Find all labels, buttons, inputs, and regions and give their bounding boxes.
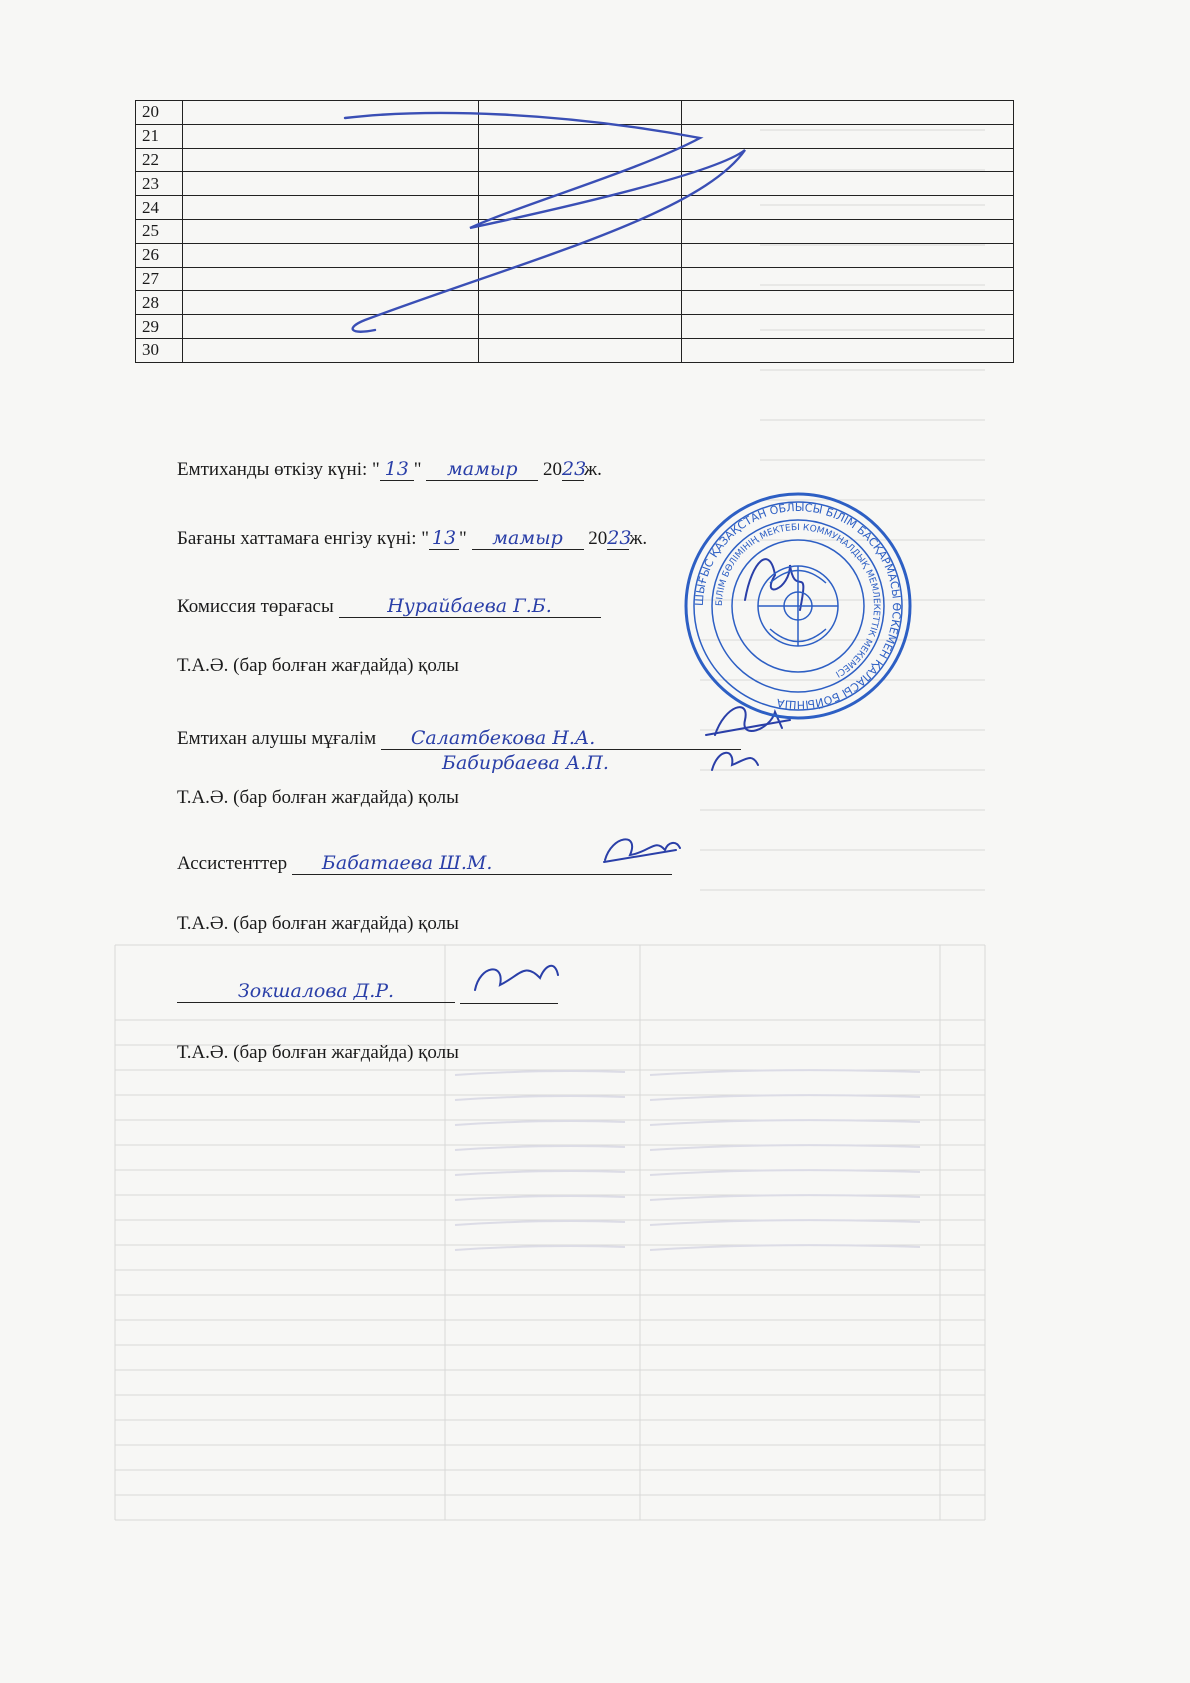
table-row bbox=[136, 196, 1014, 220]
empty-cell bbox=[479, 172, 682, 196]
empty-cell bbox=[682, 148, 1014, 172]
empty-cell bbox=[479, 291, 682, 315]
empty-cell bbox=[682, 267, 1014, 291]
row-number: 26 bbox=[136, 243, 183, 267]
empty-cell bbox=[682, 338, 1014, 362]
empty-cell bbox=[183, 124, 479, 148]
teacher-label: Емтихан алушы мұғалім bbox=[177, 728, 377, 749]
empty-cell bbox=[183, 219, 479, 243]
empty-cell bbox=[479, 196, 682, 220]
empty-cell bbox=[682, 196, 1014, 220]
row-number: 24 bbox=[136, 196, 183, 220]
grade-date-label: Бағаны хаттамаға енгізу күні: " bbox=[177, 528, 430, 549]
empty-cell bbox=[479, 338, 682, 362]
row-number: 22 bbox=[136, 148, 183, 172]
svg-text:БІЛІМ БӨЛІМІНІҢ МЕКТЕБІ КОММУН: БІЛІМ БӨЛІМІНІҢ МЕКТЕБІ КОММУНАЛДЫҚ МЕМЛЕКЕТТІК МЕКЕМЕСІ bbox=[714, 522, 882, 679]
teacher-line bbox=[177, 727, 741, 750]
empty-cell bbox=[183, 101, 479, 125]
exam-date-suffix: ж. bbox=[584, 459, 602, 480]
exam-date-month: мамыр bbox=[426, 458, 538, 481]
grades-table bbox=[135, 100, 1014, 363]
empty-cell bbox=[183, 172, 479, 196]
svg-text:ШЫҒЫС ҚАЗАҚСТАН ОБЛЫСЫ БІЛІМ Б: ШЫҒЫС ҚАЗАҚСТАН ОБЛЫСЫ БІЛІМ БАСҚАРМАСЫ ӨСКЕМЕН ҚАЛАСЫ БОЙЫНША bbox=[692, 500, 904, 712]
grade-date-suffix: ж. bbox=[629, 528, 648, 549]
empty-cell bbox=[183, 315, 479, 339]
row-number: 28 bbox=[136, 291, 183, 315]
empty-cell bbox=[479, 267, 682, 291]
empty-cell bbox=[183, 196, 479, 220]
empty-cell bbox=[479, 124, 682, 148]
table-row bbox=[136, 148, 1014, 172]
empty-cell bbox=[183, 243, 479, 267]
table-row bbox=[136, 124, 1014, 148]
empty-cell bbox=[682, 124, 1014, 148]
empty-cell bbox=[682, 291, 1014, 315]
table-row bbox=[136, 291, 1014, 315]
table-row bbox=[136, 338, 1014, 362]
table-row bbox=[136, 219, 1014, 243]
empty-cell bbox=[183, 338, 479, 362]
teacher-signature-2 bbox=[712, 753, 758, 770]
chair-name: Нурайбаева Г.Б. bbox=[339, 595, 601, 618]
chair-line bbox=[177, 595, 601, 618]
assistant-signature-2-line bbox=[460, 981, 558, 1004]
empty-cell bbox=[479, 101, 682, 125]
teacher-name-1: Салатбекова Н.А. bbox=[381, 727, 741, 750]
row-number: 20 bbox=[136, 101, 183, 125]
empty-cell bbox=[682, 243, 1014, 267]
chair-caption: Т.А.Ә. (бар болған жағдайда) қолы bbox=[177, 655, 459, 676]
empty-cell bbox=[682, 315, 1014, 339]
assistants-caption-2: Т.А.Ә. (бар болған жағдайда) қолы bbox=[177, 1042, 459, 1063]
table-row bbox=[136, 315, 1014, 339]
exam-date-line bbox=[177, 458, 602, 481]
empty-cell bbox=[682, 219, 1014, 243]
assistant-line-2 bbox=[177, 980, 558, 1004]
exam-date-day: 13 bbox=[380, 458, 414, 481]
chair-label: Комиссия төрағасы bbox=[177, 596, 334, 617]
empty-cell bbox=[682, 172, 1014, 196]
grade-date-month: мамыр bbox=[472, 527, 584, 550]
assistants-line bbox=[177, 852, 672, 875]
official-stamp bbox=[680, 488, 916, 724]
row-number: 25 bbox=[136, 219, 183, 243]
exam-date-year-prefix: 20 bbox=[543, 459, 563, 480]
exam-date-label: Емтиханды өткізу күні: " bbox=[177, 459, 380, 480]
assistant-name-2: Зокшалова Д.Р. bbox=[177, 980, 455, 1003]
table-row bbox=[136, 172, 1014, 196]
assistants-caption-1: Т.А.Ә. (бар болған жағдайда) қолы bbox=[177, 913, 459, 934]
grade-date-year-prefix: 20 bbox=[588, 528, 608, 549]
empty-cell bbox=[479, 219, 682, 243]
row-number: 30 bbox=[136, 338, 183, 362]
grade-date-line bbox=[177, 527, 647, 550]
table-row bbox=[136, 101, 1014, 125]
exam-date-quote: " bbox=[413, 459, 427, 480]
empty-cell bbox=[183, 267, 479, 291]
grade-date-year-suffix: 23 bbox=[607, 527, 632, 549]
empty-cell bbox=[682, 101, 1014, 125]
empty-cell bbox=[479, 243, 682, 267]
empty-cell bbox=[479, 315, 682, 339]
row-number: 21 bbox=[136, 124, 183, 148]
teacher-caption: Т.А.Ә. (бар болған жағдайда) қолы bbox=[177, 787, 459, 808]
chair-signature bbox=[745, 559, 803, 610]
exam-date-year-suffix: 23 bbox=[562, 458, 587, 480]
row-number: 27 bbox=[136, 267, 183, 291]
empty-cell bbox=[183, 148, 479, 172]
table-row bbox=[136, 243, 1014, 267]
table-row bbox=[136, 267, 1014, 291]
grade-date-day: 13 bbox=[429, 527, 459, 550]
row-number: 29 bbox=[136, 315, 183, 339]
assistants-label: Ассистенттер bbox=[177, 853, 288, 874]
row-number: 23 bbox=[136, 172, 183, 196]
grade-date-quote: " bbox=[459, 528, 472, 549]
empty-cell bbox=[183, 291, 479, 315]
assistant-name-1: Бабатаева Ш.М. bbox=[292, 852, 672, 875]
empty-cell bbox=[479, 148, 682, 172]
teacher-name-2: Бабирбаева А.П. bbox=[442, 752, 609, 774]
